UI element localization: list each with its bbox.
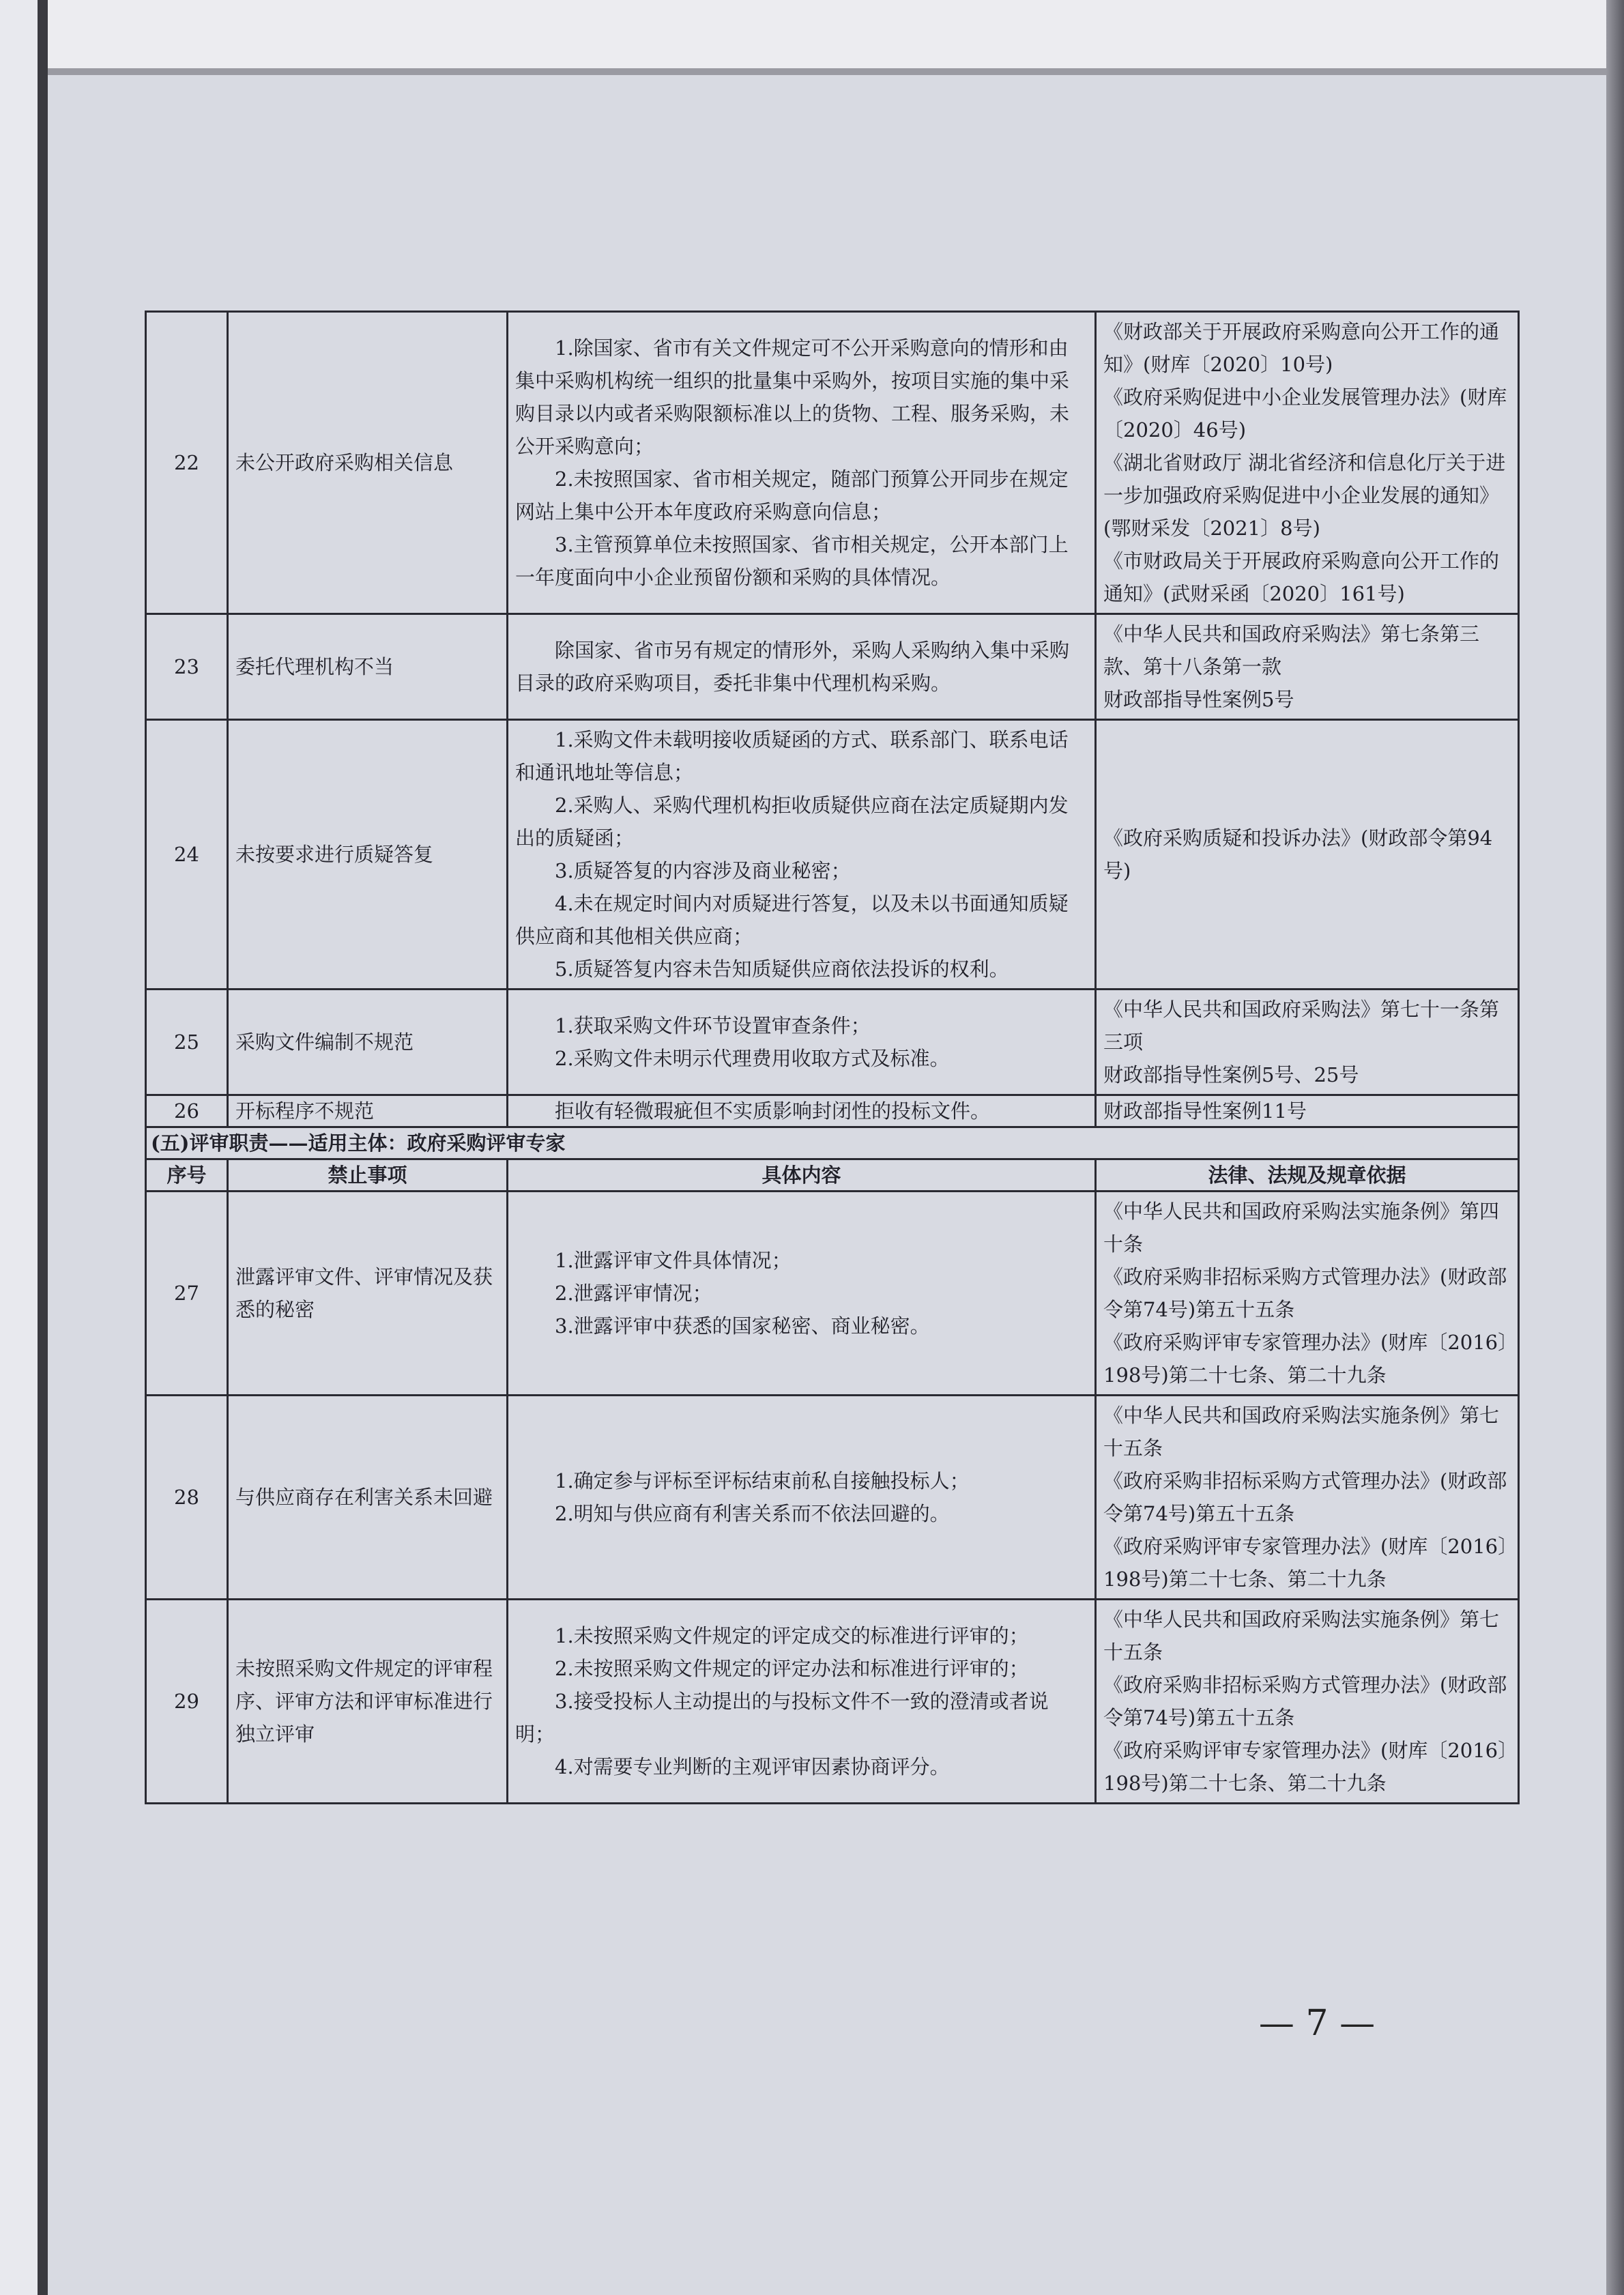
scan-right-edge	[1606, 0, 1624, 2295]
page-number: — 7 —	[1258, 2003, 1376, 2044]
legal-basis	[1096, 1600, 1519, 1804]
prohibited-item: 未按照采购文件规定的评审程序、评审方法和评审标准进行独立评审	[228, 1600, 508, 1804]
specific-content	[508, 312, 1096, 614]
content-line: 2.采购文件未明示代理费用收取方式及标准。	[555, 1047, 950, 1070]
scan-top-edge	[0, 0, 1624, 75]
row-number: 28	[146, 1396, 228, 1600]
specific-content	[508, 1396, 1096, 1600]
row-number: 29	[146, 1600, 228, 1804]
prohibited-item: 泄露评审文件、评审情况及获悉的秘密	[228, 1192, 508, 1396]
basis-line: 《中华人民共和国政府采购法》第七条第三款、第十八条第一款	[1103, 622, 1480, 678]
basis-line: 财政部指导性案例11号	[1103, 1099, 1307, 1123]
section-heading-row	[146, 1127, 1519, 1159]
legal-basis	[1096, 1192, 1519, 1396]
prohibited-item: 与供应商存在利害关系未回避	[228, 1396, 508, 1600]
row-number: 27	[146, 1192, 228, 1396]
content-line: 3.接受投标人主动提出的与投标文件不一致的澄清或者说明；	[515, 1690, 1049, 1746]
scan-left-edge	[0, 0, 48, 2295]
legal-basis	[1096, 720, 1519, 990]
content-line: 5.质疑答复内容未告知质疑供应商依法投诉的权利。	[555, 957, 1009, 981]
basis-line: 《政府采购评审专家管理办法》(财库〔2016〕198号)第二十七条、第二十九条	[1103, 1331, 1508, 1387]
basis-line: 《政府采购促进中小企业发展管理办法》(财库〔2020〕46号)	[1103, 386, 1507, 442]
specific-content	[508, 1095, 1096, 1127]
row-number: 24	[146, 720, 228, 990]
content-line: 1.确定参与评标至评标结束前私自接触投标人；	[555, 1469, 970, 1492]
basis-line: 《政府采购非招标采购方式管理办法》(财政部令第74号)第五十五条	[1103, 1469, 1507, 1525]
specific-content	[508, 614, 1096, 720]
content-line: 4.对需要专业判断的主观评审因素协商评分。	[555, 1755, 950, 1778]
row-number: 23	[146, 614, 228, 720]
header-item: 禁止事项	[228, 1159, 508, 1192]
specific-content	[508, 990, 1096, 1095]
basis-line: 《财政部关于开展政府采购意向公开工作的通知》(财库〔2020〕10号)	[1103, 320, 1500, 376]
legal-basis	[1096, 312, 1519, 614]
regulation-table	[145, 311, 1520, 1804]
table-row	[146, 1095, 1519, 1127]
table-header-row	[146, 1159, 1519, 1192]
basis-line: 财政部指导性案例5号	[1103, 688, 1294, 711]
prohibited-item: 采购文件编制不规范	[228, 990, 508, 1095]
row-number: 22	[146, 312, 228, 614]
content-line: 2.未按照国家、省市相关规定，随部门预算公开同步在规定网站上集中公开本年度政府采购意向信息；	[515, 467, 1069, 523]
basis-line: 《中华人民共和国政府采购法实施条例》第七十五条	[1103, 1404, 1500, 1460]
basis-line: 《中华人民共和国政府采购法》第七十一条第三项	[1103, 998, 1500, 1054]
content-line: 4.未在规定时间内对质疑进行答复，以及未以书面通知质疑供应商和其他相关供应商；	[515, 892, 1069, 948]
content-line: 1.除国家、省市有关文件规定可不公开采购意向的情形和由集中采购机构统一组织的批量集中采购外，按项目实施的集中采购目录以内或者采购限额标准以上的货物、工程、服务采购，未公开采购意向；	[515, 336, 1070, 458]
row-number: 26	[146, 1095, 228, 1127]
legal-basis	[1096, 1095, 1519, 1127]
specific-content	[508, 720, 1096, 990]
specific-content	[508, 1600, 1096, 1804]
table-row	[146, 614, 1519, 720]
table-row	[146, 1600, 1519, 1804]
legal-basis	[1096, 1396, 1519, 1600]
content-line: 除国家、省市另有规定的情形外，采购人采购纳入集中采购目录的政府采购项目，委托非集中代理机构采购。	[515, 639, 1070, 695]
content-line: 3.主管预算单位未按照国家、省市相关规定，公开本部门上一年度面向中小企业预留份额和采购的具体情况。	[515, 533, 1069, 589]
content-line: 1.获取采购文件环节设置审查条件；	[555, 1014, 871, 1037]
basis-line: 《政府采购评审专家管理办法》(财库〔2016〕198号)第二十七条、第二十九条	[1103, 1739, 1508, 1795]
table-row	[146, 720, 1519, 990]
header-basis: 法律、法规及规章依据	[1096, 1159, 1519, 1192]
table-row	[146, 312, 1519, 614]
basis-line: 《中华人民共和国政府采购法实施条例》第七十五条	[1103, 1608, 1500, 1664]
table-row	[146, 990, 1519, 1095]
basis-line: 《湖北省财政厅 湖北省经济和信息化厅关于进一步加强政府采购促进中小企业发展的通知》(鄂财采发〔2021〕8号)	[1103, 451, 1506, 540]
content-line: 3.质疑答复的内容涉及商业秘密；	[555, 859, 851, 882]
legal-basis	[1096, 614, 1519, 720]
content-line: 1.泄露评审文件具体情况；	[555, 1249, 792, 1272]
basis-line: 《政府采购非招标采购方式管理办法》(财政部令第74号)第五十五条	[1103, 1673, 1507, 1729]
content-line: 3.泄露评审中获悉的国家秘密、商业秘密。	[555, 1314, 930, 1338]
basis-line: 《中华人民共和国政府采购法实施条例》第四十条	[1103, 1200, 1500, 1256]
header-no: 序号	[146, 1159, 228, 1192]
legal-basis	[1096, 990, 1519, 1095]
content-line: 1.未按照采购文件规定的评定成交的标准进行评审的；	[555, 1624, 1029, 1647]
table-row	[146, 1396, 1519, 1600]
content-line: 2.明知与供应商有利害关系而不依法回避的。	[555, 1502, 950, 1525]
content-line: 2.未按照采购文件规定的评定办法和标准进行评审的；	[555, 1657, 1029, 1680]
basis-line: 《市财政局关于开展政府采购意向公开工作的通知》(武财采函〔2020〕161号)	[1103, 549, 1500, 605]
prohibited-item: 开标程序不规范	[228, 1095, 508, 1127]
prohibited-item: 未按要求进行质疑答复	[228, 720, 508, 990]
basis-line: 《政府采购质疑和投诉办法》(财政部令第94号)	[1103, 826, 1493, 882]
content-line: 2.采购人、采购代理机构拒收质疑供应商在法定质疑期内发出的质疑函；	[515, 794, 1069, 850]
section-title: (五)评审职责——适用主体：政府采购评审专家	[146, 1127, 1519, 1159]
header-content: 具体内容	[508, 1159, 1096, 1192]
table-row	[146, 1192, 1519, 1396]
basis-line: 《政府采购非招标采购方式管理办法》(财政部令第74号)第五十五条	[1103, 1265, 1507, 1321]
prohibited-item: 未公开政府采购相关信息	[228, 312, 508, 614]
specific-content	[508, 1192, 1096, 1396]
basis-line: 财政部指导性案例5号、25号	[1103, 1063, 1359, 1086]
prohibited-item: 委托代理机构不当	[228, 614, 508, 720]
content-line: 拒收有轻微瑕疵但不实质影响封闭性的投标文件。	[555, 1099, 991, 1123]
basis-line: 《政府采购评审专家管理办法》(财库〔2016〕198号)第二十七条、第二十九条	[1103, 1535, 1508, 1591]
content-line: 1.采购文件未载明接收质疑函的方式、联系部门、联系电话和通讯地址等信息；	[515, 728, 1069, 784]
content-line: 2.泄露评审情况；	[555, 1282, 712, 1305]
row-number: 25	[146, 990, 228, 1095]
